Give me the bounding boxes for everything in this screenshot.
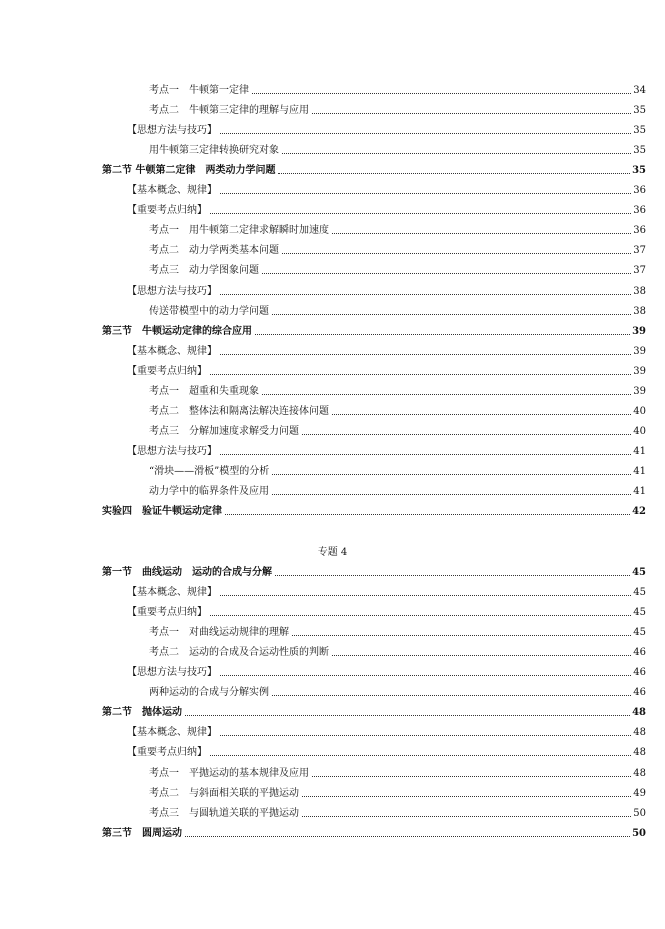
toc-entry-page: 46 [633, 687, 646, 699]
toc-entry[interactable] [0, 241, 646, 257]
toc-entry[interactable] [0, 784, 646, 800]
toc-entry-page: 36 [633, 225, 646, 237]
dot-leader [210, 755, 631, 756]
toc-entry-title: 【重要考点归纳】 [127, 607, 207, 619]
toc-entry-title: 【基本概念、规律】 [127, 345, 217, 357]
toc-entry-title: 第三节 牛顿运动定律的综合应用 [102, 325, 252, 337]
dot-leader [312, 776, 631, 777]
toc-entry-title: 【思想方法与技巧】 [127, 125, 217, 137]
toc-entry-page: 36 [633, 185, 646, 197]
section-heading: 专题 4 [317, 547, 348, 558]
dot-leader [220, 735, 631, 736]
toc-entry-title: 考点三 动力学图象问题 [149, 265, 259, 277]
toc-entry[interactable] [0, 121, 646, 137]
toc-entry[interactable] [0, 703, 646, 719]
toc-entry-title: 【思想方法与技巧】 [127, 445, 217, 457]
dot-leader [282, 153, 631, 154]
toc-entry[interactable] [0, 764, 646, 780]
toc-entry-title: 考点二 动力学两类基本问题 [149, 245, 279, 257]
dot-leader [220, 193, 631, 194]
toc-entry-page: 45 [633, 627, 646, 639]
toc-entry-page: 50 [633, 807, 646, 819]
dot-leader [185, 836, 630, 837]
toc-entry[interactable] [0, 824, 646, 840]
toc-entry[interactable] [0, 603, 646, 619]
dot-leader [210, 374, 631, 375]
toc-entry-page: 48 [632, 707, 646, 719]
toc-entry-title: 动力学中的临界条件及应用 [149, 486, 269, 497]
toc-entry-page: 40 [633, 405, 646, 417]
toc-entry-page: 49 [633, 787, 646, 799]
toc-entry-title: 第一节 曲线运动 运动的合成与分解 [102, 567, 272, 578]
toc-entry-title: 考点一 牛顿第一定律 [149, 85, 249, 96]
toc-entry[interactable] [0, 201, 646, 217]
toc-entry[interactable] [0, 683, 646, 699]
dot-leader [302, 434, 631, 435]
toc-entry-page: 41 [633, 486, 646, 497]
toc-entry-title: 考点二 与斜面相关联的平抛运动 [149, 787, 299, 799]
dot-leader [225, 514, 630, 515]
toc-entry-title: 考点二 牛顿第三定律的理解与应用 [149, 105, 309, 117]
toc-entry-page: 38 [633, 305, 646, 317]
toc-entry[interactable] [0, 623, 646, 639]
toc-entry-title: 第二节 牛顿第二定律 两类动力学问题 [102, 165, 276, 177]
toc-entry[interactable] [0, 302, 646, 318]
toc-entry-page: 38 [633, 285, 646, 297]
toc-entry-title: 考点一 用牛顿第二定律求解瞬时加速度 [149, 225, 329, 237]
toc-entry-title: 考点三 分解加速度求解受力问题 [149, 425, 299, 437]
toc-entry[interactable] [0, 282, 646, 298]
dot-leader [332, 233, 631, 234]
dot-leader [220, 354, 631, 355]
dot-leader [220, 454, 631, 455]
toc-entry-page: 39 [633, 385, 646, 397]
toc-entry-title: 实验四 验证牛顿运动定律 [102, 506, 222, 518]
toc-entry-title: 【重要考点归纳】 [127, 365, 207, 377]
toc-entry-title: 【基本概念、规律】 [127, 185, 217, 197]
dot-leader [252, 93, 631, 94]
toc-entry-title: 考点一 对曲线运动规律的理解 [149, 627, 289, 639]
toc-entry-title: 【基本概念、规律】 [127, 727, 217, 739]
toc-entry[interactable] [0, 322, 646, 338]
toc-entry-page: 37 [633, 245, 646, 257]
toc-entry[interactable] [0, 442, 646, 458]
toc-entry-page: 39 [632, 325, 646, 337]
toc-entry-title: 考点二 运动的合成及合运动性质的判断 [149, 647, 329, 659]
dot-leader [275, 575, 630, 576]
dot-leader [332, 414, 631, 415]
toc-entry-page: 36 [633, 205, 646, 217]
toc-entry[interactable] [0, 402, 646, 418]
toc-entry-title: 两种运动的合成与分解实例 [149, 687, 269, 699]
dot-leader [302, 816, 631, 817]
toc-entry-page: 41 [633, 445, 646, 457]
toc-entry[interactable] [0, 723, 646, 739]
toc-entry[interactable] [0, 181, 646, 197]
dot-leader [272, 494, 631, 495]
dot-leader [185, 715, 630, 716]
toc-entry[interactable] [0, 643, 646, 659]
dot-leader [332, 655, 631, 656]
toc-entry-page: 34 [633, 85, 646, 96]
toc-entry-page: 35 [633, 145, 646, 157]
toc-entry-page: 46 [633, 667, 646, 679]
toc-entry[interactable] [0, 804, 646, 820]
dot-leader [255, 334, 630, 335]
toc-entry[interactable] [0, 342, 646, 358]
dot-leader [272, 695, 631, 696]
toc-entry[interactable] [0, 482, 646, 498]
toc-entry-page: 48 [633, 727, 646, 739]
dot-leader [210, 213, 631, 214]
toc-entry[interactable] [0, 221, 646, 237]
toc-entry[interactable] [0, 261, 646, 277]
toc-entry-title: 用牛顿第三定律转换研究对象 [149, 145, 279, 157]
toc-entry-page: 41 [633, 465, 646, 477]
toc-entry[interactable] [0, 563, 646, 579]
toc-entry-title: 【思想方法与技巧】 [127, 285, 217, 297]
toc-entry[interactable] [0, 141, 646, 157]
toc-entry[interactable] [0, 663, 646, 679]
dot-leader [282, 253, 631, 254]
toc-entry-page: 45 [632, 567, 646, 578]
toc-entry-page: 35 [633, 125, 646, 137]
toc-entry-title: 第二节 抛体运动 [102, 707, 182, 719]
dot-leader [210, 615, 631, 616]
toc-entry-title: 传送带模型中的动力学问题 [149, 305, 269, 317]
toc-entry[interactable] [0, 81, 646, 97]
dot-leader [262, 394, 631, 395]
dot-leader [220, 675, 631, 676]
dot-leader [220, 294, 631, 295]
dot-leader [292, 635, 631, 636]
dot-leader [272, 474, 631, 475]
toc-entry-page: 40 [633, 425, 646, 437]
dot-leader [312, 113, 631, 114]
toc-entry-page: 35 [632, 165, 646, 177]
toc-entry-page: 50 [632, 827, 646, 839]
toc-entry-title: 【重要考点归纳】 [127, 205, 207, 217]
toc-entry[interactable] [0, 101, 646, 117]
toc-entry-title: 第三节 圆周运动 [102, 827, 182, 839]
toc-entry[interactable] [0, 382, 646, 398]
dot-leader [262, 273, 631, 274]
toc-entry[interactable] [0, 502, 646, 518]
dot-leader [272, 314, 631, 315]
toc-entry-title: 考点一 超重和失重现象 [149, 385, 259, 397]
toc-entry[interactable] [0, 743, 646, 759]
toc-entry-page: 39 [633, 345, 646, 357]
toc-entry[interactable] [0, 161, 646, 177]
dot-leader [220, 595, 631, 596]
dot-leader [220, 133, 631, 134]
toc-entry-title: 【重要考点归纳】 [127, 747, 207, 759]
toc-entry-page: 48 [633, 747, 646, 759]
toc-entry[interactable] [0, 362, 646, 378]
toc-entry-title: “滑块——滑板”模型的分析 [149, 465, 270, 477]
toc-entry-title: 【思想方法与技巧】 [127, 667, 217, 679]
toc-entry-page: 42 [632, 506, 646, 518]
toc-entry-page: 37 [633, 265, 646, 277]
toc-entry-page: 39 [633, 365, 646, 377]
toc-entry[interactable] [0, 583, 646, 599]
toc-entry-page: 45 [633, 607, 646, 619]
toc-entry-page: 45 [633, 587, 646, 599]
toc-entry-page: 35 [633, 105, 646, 117]
toc-entry[interactable] [0, 422, 646, 438]
toc-entry-title: 【基本概念、规律】 [127, 587, 217, 599]
toc-entry[interactable] [0, 462, 646, 478]
toc-entry-title: 考点二 整体法和隔离法解决连接体问题 [149, 405, 329, 417]
toc-entry-page: 48 [633, 767, 646, 779]
toc-entry-page: 46 [633, 647, 646, 659]
toc-entry-title: 考点三 与圆轨道关联的平抛运动 [149, 807, 299, 819]
dot-leader [278, 173, 630, 174]
toc-entry-title: 考点一 平抛运动的基本规律及应用 [149, 767, 309, 779]
dot-leader [302, 796, 631, 797]
